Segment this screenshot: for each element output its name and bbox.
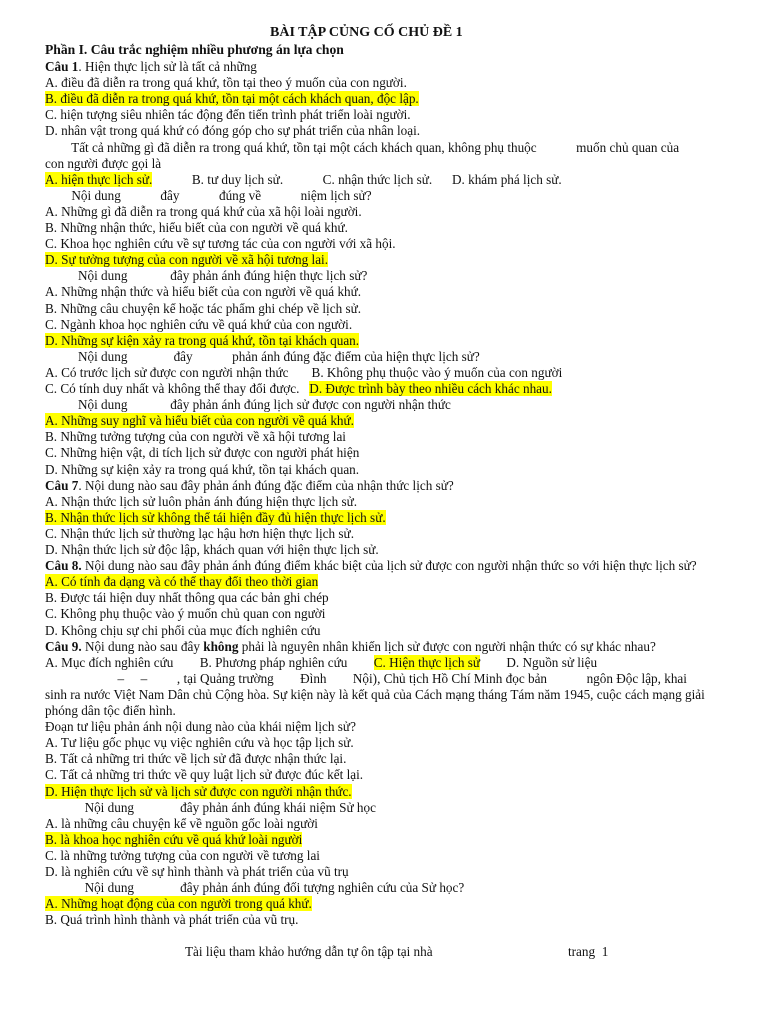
text-line (45, 381, 552, 397)
text-line (45, 462, 359, 478)
text-line (45, 671, 687, 687)
text-line (45, 284, 361, 300)
text-line (45, 220, 348, 236)
question-label: Câu 9. (45, 638, 82, 654)
text-line (45, 784, 352, 800)
text-line (45, 59, 257, 75)
section-heading: Phần I. Câu trắc nghiệm nhiều phương án lựa chọn (45, 42, 344, 57)
text-line (45, 301, 361, 317)
line-text: C. hiện tượng siêu nhiên tác động đến tiến trình phát triển loài người. (45, 107, 411, 123)
text-line (45, 252, 328, 268)
text-line (45, 397, 451, 413)
line-text: A. Có trước lịch sử được con người nhận thức B. Không phụ thuộc vào ý muốn của con người (45, 364, 563, 380)
line-text: B. Những nhận thức, hiểu biết của con người về quá khứ. (45, 220, 348, 235)
text-line (45, 188, 372, 204)
text-line (45, 800, 376, 816)
text-line (45, 478, 454, 494)
highlighted-answer: A. Những suy nghĩ và hiểu biết của con người về quá khứ. (45, 413, 354, 429)
text-line (45, 413, 354, 429)
line-text: Nội dung nào sau đây phản ánh đúng điểm khác biệt của lịch sử được con người nhận thức so với hiện thực lịch sử? (81, 558, 697, 574)
highlighted-answer: D. Được trình bày theo nhiều cách khác nhau. (309, 381, 552, 396)
line-text: B. Những tưởng tượng của con người về xã hội tương lai (45, 429, 346, 445)
line-text: A. Nhận thức lịch sử luôn phản ánh đúng hiện thực lịch sử. (45, 493, 358, 509)
text-line (45, 912, 298, 928)
text-line (45, 558, 697, 574)
line-text: Nội dung đây phản ánh đúng khái niệm Sử học (45, 799, 376, 815)
text-line (45, 494, 357, 510)
line-text: D. Nhận thức lịch sử độc lập, khách quan với hiện thực lịch sử. (45, 542, 379, 557)
text-line (45, 542, 379, 558)
question-label: Câu 1 (45, 59, 79, 74)
text-line (45, 140, 679, 156)
line-text: A. điều đã diễn ra trong quá khứ, tồn tại theo ý muốn của con người. (45, 75, 407, 91)
line-text: Nội dung đây phản ánh đúng đặc điểm của hiện thực lịch sử? (45, 348, 480, 364)
line-text: C. là những tưởng tượng của con người về tương lai (45, 847, 320, 863)
text-line (45, 767, 363, 783)
line-text: B. Được tái hiện duy nhất thông qua các bản ghi chép (45, 590, 329, 606)
line-text: – – , tại Quảng trường Đình Nội), Chủ tịch Hồ Chí Minh đọc bản ngôn Độc lập, khai (45, 670, 687, 686)
text-line (45, 655, 597, 671)
line-text: D. Nguồn sử liệu (480, 654, 598, 670)
footer-text: Tài liệu tham khảo hướng dẫn tự ôn tập tại nhà (185, 944, 433, 959)
highlighted-answer: B. điều đã diễn ra trong quá khứ, tồn tại một cách khách quan, độc lập. (45, 91, 419, 107)
line-text: C. Khoa học nghiên cứu về sự tương tác của con người với xã hội. (45, 236, 396, 252)
text-line (45, 623, 320, 639)
text-line (45, 639, 656, 655)
text-line (45, 123, 420, 139)
line-text: Nội dung đây phản ánh đúng lịch sử được con người nhận thức (45, 397, 451, 413)
highlighted-answer: D. Những sự kiện xảy ra trong quá khứ, tồn tại khách quan. (45, 332, 360, 348)
line-text: D. Những sự kiện xảy ra trong quá khứ, tồn tại khách quan. (45, 461, 360, 477)
text-line (45, 735, 354, 751)
page-title: BÀI TẬP CỦNG CỐ CHỦ ĐỀ 1 (270, 25, 463, 40)
page-number: trang 1 (568, 944, 609, 959)
text-line (45, 317, 352, 333)
line-text: A. Tư liệu gốc phục vụ việc nghiên cứu và học tập lịch sử. (45, 735, 354, 751)
text-line (45, 75, 407, 91)
highlighted-answer: C. Hiện thực lịch sử (373, 654, 480, 670)
text-line (45, 204, 362, 220)
text-line (45, 751, 346, 767)
text-line (45, 864, 349, 880)
line-text: C. Không phụ thuộc vào ý muốn chủ quan con người (45, 606, 326, 622)
text-line (45, 687, 705, 703)
line-text: Nội dung nào sau đây (81, 638, 204, 654)
question-label: không (203, 638, 239, 654)
text-line (45, 816, 318, 832)
line-text: A. Những nhận thức và hiểu biết của con người về quá khứ. (45, 284, 362, 300)
text-line (45, 268, 367, 284)
line-text: D. nhân vật trong quá khứ có đóng góp cho sự phát triển của nhân loại. (45, 123, 421, 139)
line-text: B. Quá trình hình thành và phát triển của vũ trụ. (45, 912, 299, 928)
text-line (45, 590, 329, 606)
text-line (45, 107, 411, 123)
line-text: Nội dung đây đúng về niệm lịch sử? (45, 187, 372, 203)
line-text: con người được gọi là (45, 155, 162, 171)
line-text: . Nội dung nào sau đây phản ánh đúng đặc điểm của nhận thức lịch sử? (78, 477, 454, 493)
line-text: A. là những câu chuyện kể về nguồn gốc loài người (45, 815, 318, 831)
line-text: C. Tất cả những tri thức về quy luật lịch sử được đúc kết lại. (45, 767, 364, 783)
highlighted-answer: B. Nhận thức lịch sử không thể tái hiện đầy đủ hiện thực lịch sử. (45, 509, 386, 525)
text-line (45, 510, 386, 526)
highlighted-answer: D. Sự tưởng tượng của con người về xã hội tương lai. (45, 252, 329, 268)
text-line (45, 896, 312, 912)
text-line (45, 172, 562, 188)
line-text: C. Có tính duy nhất và không thể thay đổi được. (45, 381, 310, 396)
line-text: D. Không chịu sự chi phối của mục đích nghiên cứu (45, 622, 321, 638)
line-text: A. Những gì đã diễn ra trong quá khứ của xã hội loài người. (45, 203, 362, 219)
line-text: A. Mục đích nghiên cứu B. Phương pháp nghiên cứu (45, 654, 374, 670)
line-text: C. Những hiện vật, di tích lịch sử được con người phát hiện (45, 445, 360, 461)
line-text: B. tư duy lịch sử. C. nhận thức lịch sử. D. khám phá lịch sử. (152, 171, 562, 187)
text-line (45, 333, 359, 349)
text-line (45, 91, 419, 107)
text-line (45, 832, 302, 848)
text-line (45, 429, 346, 445)
line-text: phóng dân tộc điển hình. (45, 703, 176, 718)
line-text: D. là nghiên cứu về sự hình thành và phát triển của vũ trụ (45, 864, 349, 879)
line-text: C. Ngành khoa học nghiên cứu về quá khứ của con người. (45, 316, 353, 332)
line-text: C. Nhận thức lịch sử thường lạc hậu hơn hiện thực lịch sử. (45, 525, 354, 541)
text-line (45, 156, 161, 172)
highlighted-answer: D. Hiện thực lịch sử và lịch sử được con người nhận thức. (45, 783, 352, 799)
line-text: sinh ra nước Việt Nam Dân chủ Cộng hòa. Sự kiện này là kết quả của Cách mạng tháng Tám năm 1945, cuộc cách mạng giải (45, 686, 705, 702)
highlighted-answer: B. là khoa học nghiên cứu về quá khứ loài người (45, 831, 303, 847)
text-line (45, 880, 464, 896)
text-line (45, 365, 562, 381)
line-text: Tất cả những gì đã diễn ra trong quá khứ, tồn tại một cách khách quan, không phụ thuộc muốn chủ quan của (45, 139, 680, 155)
question-label: Câu 7 (45, 477, 79, 493)
line-text: B. Tất cả những tri thức về lịch sử đã được nhận thức lại. (45, 751, 347, 767)
text-line (45, 236, 396, 252)
highlighted-answer: A. hiện thực lịch sử. (45, 171, 153, 187)
line-text: Nội dung đây phản ánh đúng đối tượng nghiên cứu của Sử học? (45, 880, 465, 896)
line-text: phải là nguyên nhân khiến lịch sử được con người nhận thức có sự khác nhau? (238, 638, 656, 654)
text-line (45, 719, 356, 735)
line-text: Nội dung đây phản ánh đúng hiện thực lịch sử? (45, 268, 368, 284)
line-text: B. Những câu chuyện kể hoặc tác phẩm ghi chép về lịch sử. (45, 300, 362, 316)
text-line (45, 574, 318, 590)
highlighted-answer: A. Có tính đa dạng và có thể thay đổi theo thời gian (45, 574, 319, 590)
question-label: Câu 8. (45, 558, 82, 574)
text-line (45, 526, 354, 542)
text-line (45, 445, 359, 461)
text-line (45, 703, 176, 719)
line-text: . Hiện thực lịch sử là tất cả những (78, 59, 257, 74)
text-line (45, 606, 325, 622)
text-line (45, 848, 320, 864)
highlighted-answer: A. Những hoạt động của con người trong quá khứ. (45, 896, 312, 912)
text-line (45, 349, 480, 365)
line-text: Đoạn tư liệu phản ánh nội dung nào của khái niệm lịch sử? (45, 719, 356, 735)
